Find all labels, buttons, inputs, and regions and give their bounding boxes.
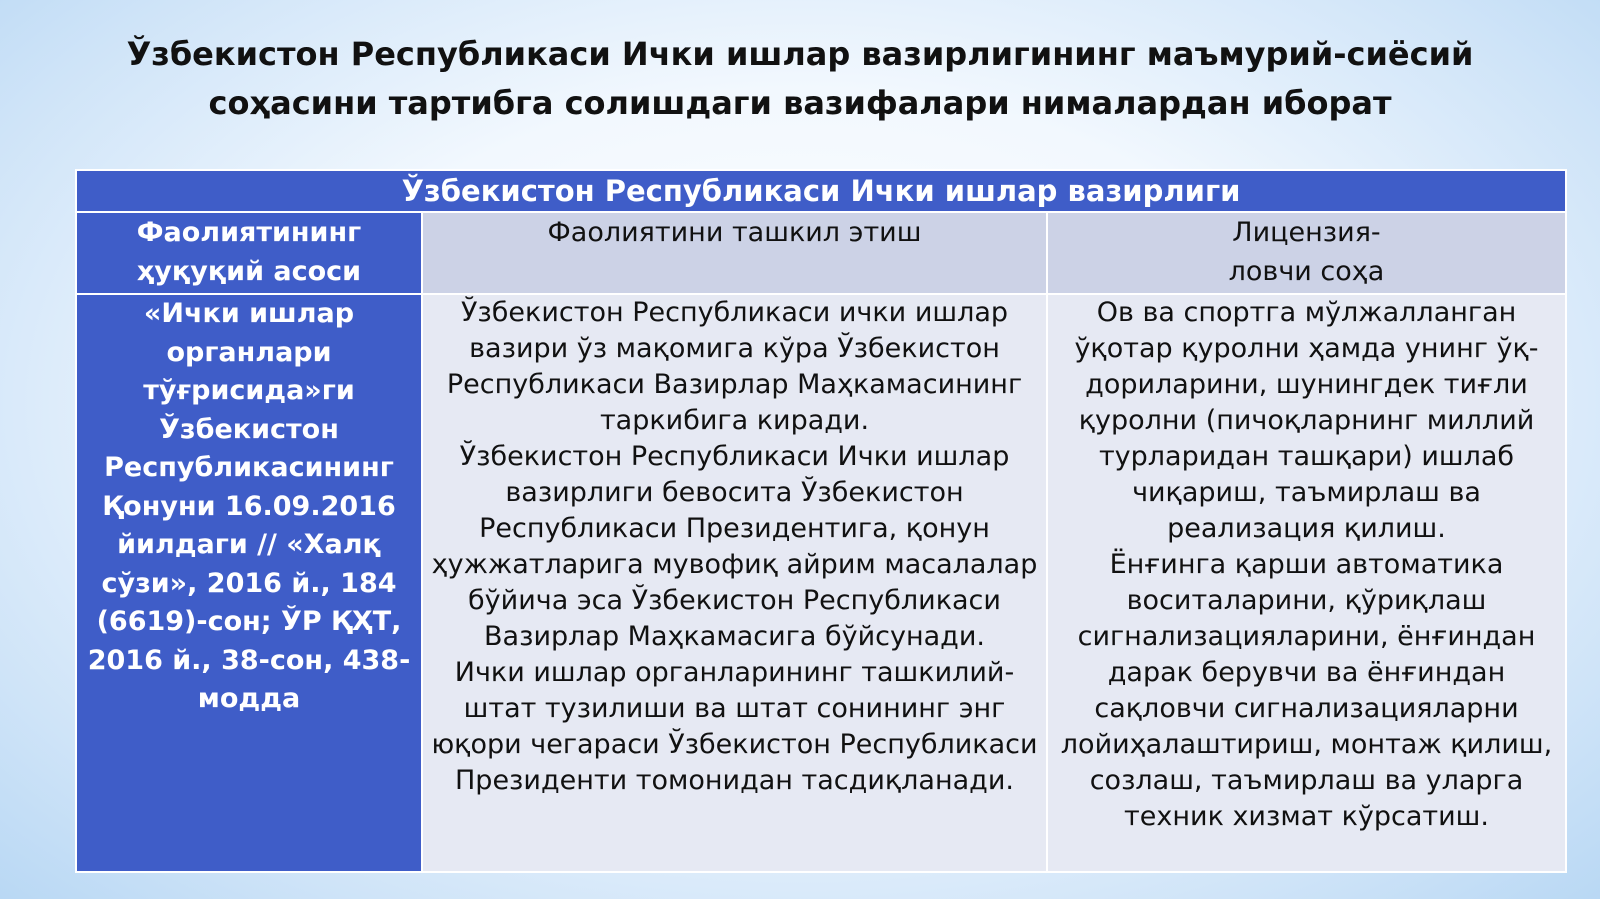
header-organization: Фаолиятини ташкил этиш <box>422 212 1047 294</box>
table-band-row <box>76 170 1566 212</box>
table-body-row <box>76 294 1566 872</box>
table-header-row <box>76 212 1566 294</box>
licensing-paragraph: Ов ва спортга мўлжалланган ўқотар қуролни ҳамда унинг ўқ-дориларини, шунингдек тиғли қуролни (пичоқларнинг миллий турларидан ташқари) ишлаб чиқариш, таъмирлаш ва реализация қилиш. <box>1074 297 1539 544</box>
ministry-table <box>75 169 1567 873</box>
organization-paragraph: Ўзбекистон Республикаси Ички ишлар вазирлиги бевосита Ўзбекистон Республикаси Президентига, қонун ҳужжатларига мувофиқ айрим масалалар бўйича эса Ўзбекистон Республикаси Вазирлар Маҳкамасига бўйсунади. <box>431 441 1038 652</box>
organization-paragraph: Ўзбекистон Республикаси ички ишлар вазири ўз мақомига кўра Ўзбекистон Республикаси Вазирлар Маҳкамасининг таркибига киради. <box>446 297 1023 436</box>
table-band-title: Ўзбекистон Республикаси Ички ишлар вазирлиги <box>76 170 1566 212</box>
header-licensing <box>1047 212 1566 294</box>
header-legal-basis: Фаолиятининг ҳуқуқий асоси <box>76 212 422 294</box>
licensing-paragraph: Ёнғинга қарши автоматика воситаларини, қўриқлаш сигнализацияларини, ёнғиндан дарак берувчи ва ёнғиндан сақловчи сигнализацияларни лойиҳалаштириш, монтаж қилиш, созлаш, таъмирлаш ва уларга техник хизмат кўрсатиш. <box>1060 549 1553 832</box>
page-title <box>80 30 1520 128</box>
cell-licensing <box>1047 294 1566 872</box>
page-title-line-1: Ўзбекистон Республикаси Ички ишлар вазирлигининг маъмурий-сиёсий <box>126 35 1474 73</box>
cell-organization <box>422 294 1047 872</box>
page-title-line-2: соҳасини тартибга солишдаги вазифалари нималардан иборат <box>208 84 1392 122</box>
organization-paragraph: Ички ишлар органларининг ташкилий-штат тузилиши ва штат сонининг энг юқори чегараси Ўзбекистон Республикаси Президенти томонидан тасдиқланади. <box>431 657 1038 796</box>
header-licensing-label: Лицензия-ловчи соҳа <box>1228 217 1385 287</box>
cell-legal-basis: «Ички ишлар органлари тўғрисида»ги Ўзбекистон Республикасининг Қонуни 16.09.2016 йилдаги // «Халқ сўзи», 2016 й., 184 (6619)-сон; ЎР ҚҲТ, 2016 й., 38-сон, 438-модда <box>76 294 422 872</box>
